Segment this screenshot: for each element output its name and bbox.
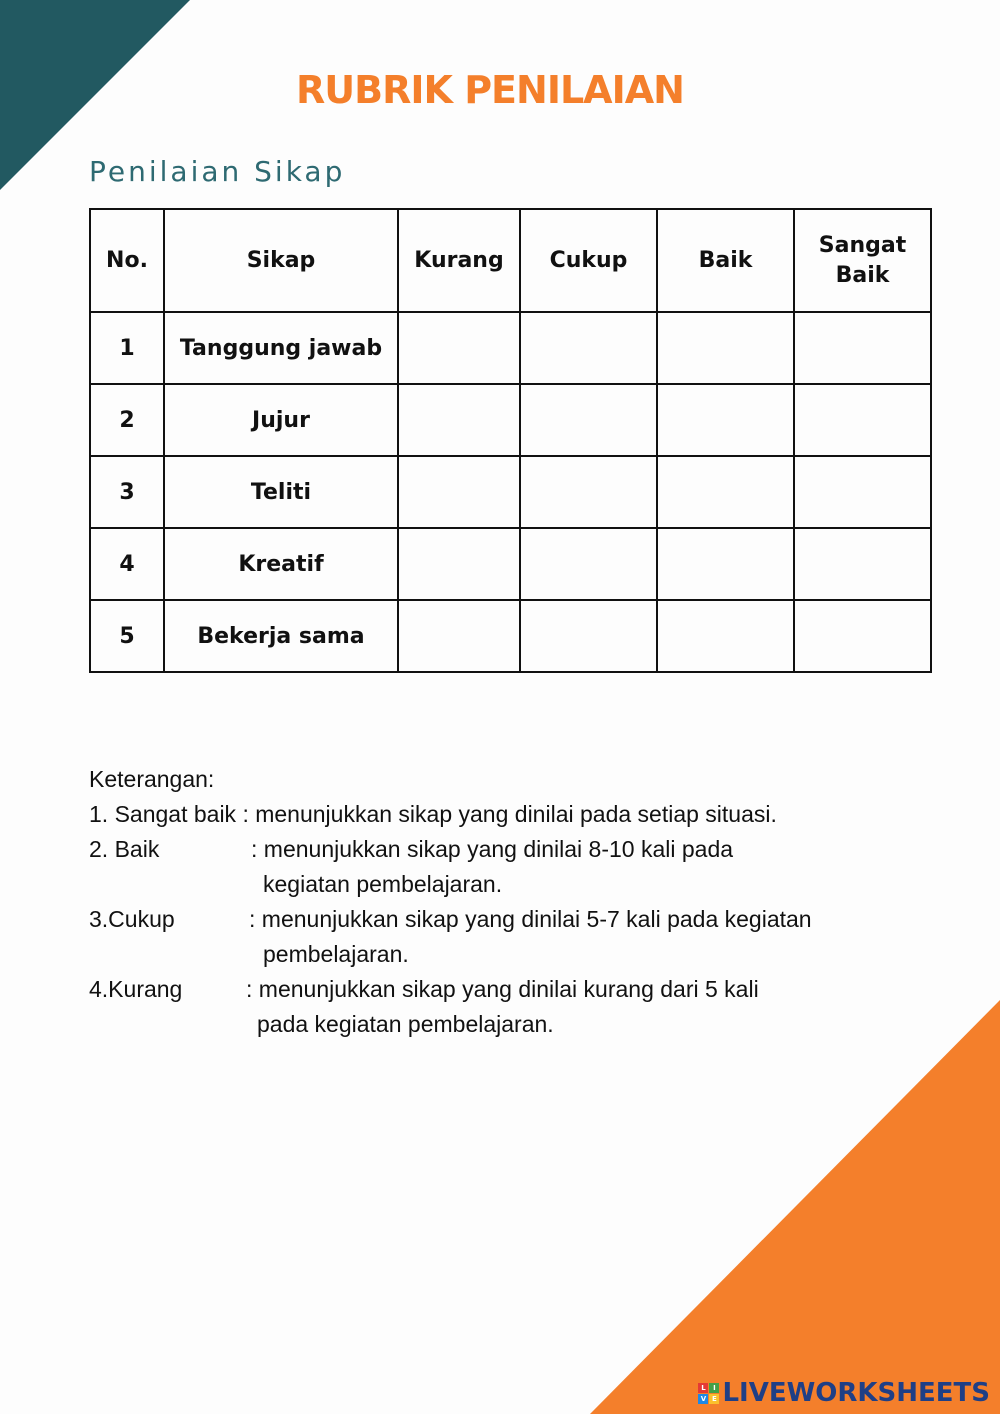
cell-baik[interactable]	[657, 456, 794, 528]
section-subtitle: Penilaian Sikap	[89, 155, 346, 188]
notes-heading: Keterangan:	[89, 766, 215, 792]
cell-kurang[interactable]	[398, 384, 520, 456]
cell-kurang[interactable]	[398, 600, 520, 672]
note-term: 1. Sangat baik	[89, 801, 243, 827]
cell-baik[interactable]	[657, 384, 794, 456]
cell-cukup[interactable]	[520, 600, 657, 672]
cell-kurang[interactable]	[398, 456, 520, 528]
cell-sangat-baik[interactable]	[794, 528, 931, 600]
row-no: 1	[90, 312, 164, 384]
watermark-text: LIVEWORKSHEETS	[722, 1378, 990, 1408]
note-desc: : menunjukkan sikap yang dinilai pada setiap situasi.	[242, 801, 777, 827]
note-desc: : menunjukkan sikap yang dinilai kurang dari 5 kali	[246, 976, 759, 1002]
cell-sangat-baik[interactable]	[794, 312, 931, 384]
note-desc: : menunjukkan sikap yang dinilai 8-10 kali pada	[251, 836, 734, 862]
header-sangat-baik	[794, 209, 931, 312]
cell-cukup[interactable]	[520, 384, 657, 456]
table-row	[90, 600, 931, 672]
cell-cukup[interactable]	[520, 528, 657, 600]
rubric-table	[89, 208, 932, 673]
liveworksheets-watermark	[698, 1378, 990, 1408]
note-item	[89, 832, 909, 867]
table-row	[90, 456, 931, 528]
note-continuation: pembelajaran.	[263, 941, 409, 967]
row-no: 5	[90, 600, 164, 672]
liveworksheets-logo-icon	[698, 1383, 719, 1404]
header-no: No.	[90, 209, 164, 312]
cell-baik[interactable]	[657, 528, 794, 600]
note-continuation: pada kegiatan pembelajaran.	[257, 1011, 554, 1037]
table-row	[90, 384, 931, 456]
logo-letter: I	[709, 1383, 719, 1393]
cell-sangat-baik[interactable]	[794, 456, 931, 528]
header-cukup: Cukup	[520, 209, 657, 312]
cell-cukup[interactable]	[520, 456, 657, 528]
row-sikap: Jujur	[164, 384, 398, 456]
cell-sangat-baik[interactable]	[794, 600, 931, 672]
note-item	[89, 797, 909, 832]
table-header-row	[90, 209, 931, 312]
cell-cukup[interactable]	[520, 312, 657, 384]
note-term: 2. Baik	[89, 836, 160, 862]
cell-kurang[interactable]	[398, 312, 520, 384]
row-sikap: Tanggung jawab	[164, 312, 398, 384]
header-baik: Baik	[657, 209, 794, 312]
header-kurang: Kurang	[398, 209, 520, 312]
row-sikap: Bekerja sama	[164, 600, 398, 672]
header-sangat-baik-label: Sangat Baik	[818, 232, 907, 288]
row-no: 3	[90, 456, 164, 528]
header-sikap: Sikap	[164, 209, 398, 312]
logo-letter: V	[698, 1394, 708, 1404]
row-sikap: Teliti	[164, 456, 398, 528]
row-no: 2	[90, 384, 164, 456]
table-row	[90, 312, 931, 384]
note-continuation: kegiatan pembelajaran.	[263, 871, 503, 897]
cell-kurang[interactable]	[398, 528, 520, 600]
cell-sangat-baik[interactable]	[794, 384, 931, 456]
row-no: 4	[90, 528, 164, 600]
cell-baik[interactable]	[657, 600, 794, 672]
note-item	[89, 972, 909, 1007]
logo-letter: L	[698, 1383, 708, 1393]
table-row	[90, 528, 931, 600]
page-title: RUBRIK PENILAIAN	[296, 68, 684, 112]
note-item	[89, 902, 909, 937]
note-term: 4.Kurang	[89, 976, 183, 1002]
notes-section	[89, 762, 909, 1042]
row-sikap: Kreatif	[164, 528, 398, 600]
note-desc: : menunjukkan sikap yang dinilai 5-7 kali pada kegiatan	[249, 906, 812, 932]
note-term: 3.Cukup	[89, 906, 175, 932]
logo-letter: E	[709, 1394, 719, 1404]
cell-baik[interactable]	[657, 312, 794, 384]
bottom-right-orange-corner	[590, 1000, 1000, 1414]
